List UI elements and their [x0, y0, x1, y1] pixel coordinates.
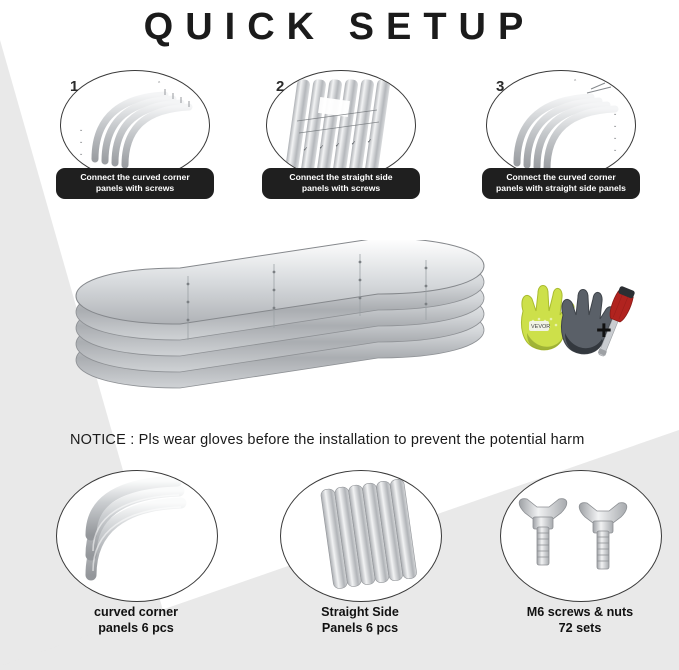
svg-text:✓: ✓	[303, 147, 309, 153]
part-2-label-line-1: Straight Side	[321, 605, 399, 619]
curved-corner-panels-icon	[61, 71, 209, 179]
step-1-caption	[56, 168, 214, 199]
corner-to-side-connection-icon	[487, 71, 635, 179]
part-screws-and-nuts	[500, 470, 660, 655]
svg-text:⌄: ⌄	[79, 127, 84, 133]
product-illustration	[60, 240, 530, 420]
svg-text:⌄: ⌄	[613, 123, 618, 129]
screws-and-nuts-icon	[501, 471, 661, 601]
curved-corner-panel-stack-icon	[57, 471, 217, 601]
page-title: QUICK SETUP	[143, 6, 536, 48]
part-1-label	[56, 604, 216, 636]
oval-raised-garden-bed-icon	[60, 240, 530, 420]
svg-text:✓: ✓	[367, 139, 373, 145]
step-3-caption-line-1: Connect the curved corner	[506, 172, 616, 182]
step-1	[60, 70, 212, 210]
step-2-caption-line-2: panels with screws	[301, 183, 381, 193]
part-2-label-line-2: Panels 6 pcs	[321, 621, 399, 635]
part-curved-corner-panels	[56, 470, 216, 655]
straight-side-panel-stack-icon	[281, 471, 441, 601]
step-2-number: 2	[276, 78, 285, 95]
svg-text:✓: ✓	[335, 143, 341, 149]
part-1-illustration	[56, 470, 218, 602]
part-3-label	[500, 604, 660, 636]
step-1-caption-line-1: Connect the curved corner	[80, 172, 190, 182]
part-3-label-line-1: M6 screws & nuts	[526, 605, 634, 619]
step-1-number: 1	[70, 78, 79, 95]
svg-text:✓: ✓	[351, 141, 357, 147]
step-2-caption-line-1: Connect the straight side	[289, 172, 393, 182]
svg-text:⌃: ⌃	[573, 79, 578, 85]
plus-symbol: +	[596, 315, 612, 345]
svg-text:VEVOR: VEVOR	[531, 324, 551, 330]
step-1-illustration	[60, 70, 210, 180]
part-straight-side-panels	[280, 470, 440, 655]
step-3-illustration	[486, 70, 636, 180]
straight-side-panels-icon	[267, 71, 415, 179]
step-2-illustration	[266, 70, 416, 180]
part-2-illustration	[280, 470, 442, 602]
part-1-label-line-1: curved corner	[94, 605, 178, 619]
notice-text: NOTICE : Pls wear gloves before the installation to prevent the potential harm	[70, 432, 585, 448]
step-3-number: 3	[496, 78, 505, 95]
step-2-caption	[262, 168, 420, 199]
gloves-and-screwdriver-icon	[505, 275, 675, 375]
svg-text:⌄: ⌄	[79, 139, 84, 145]
part-3-label-line-2: 72 sets	[558, 621, 602, 635]
step-3-caption	[482, 168, 640, 199]
tools-group	[505, 275, 675, 375]
step-3-caption-line-2: panels with straight side panels	[496, 183, 626, 193]
svg-text:⌄: ⌄	[79, 151, 84, 157]
step-3	[486, 70, 638, 210]
part-1-label-line-2: panels 6 pcs	[98, 621, 174, 635]
svg-text:⌄: ⌄	[613, 111, 618, 117]
step-1-caption-line-2: panels with screws	[95, 183, 175, 193]
svg-text:⌄: ⌄	[613, 147, 618, 153]
svg-text:⌄: ⌄	[613, 135, 618, 141]
step-2	[266, 70, 418, 210]
svg-text:⌃: ⌃	[157, 81, 162, 87]
svg-text:✓: ✓	[319, 145, 325, 151]
part-2-label	[280, 604, 440, 636]
part-3-illustration	[500, 470, 662, 602]
